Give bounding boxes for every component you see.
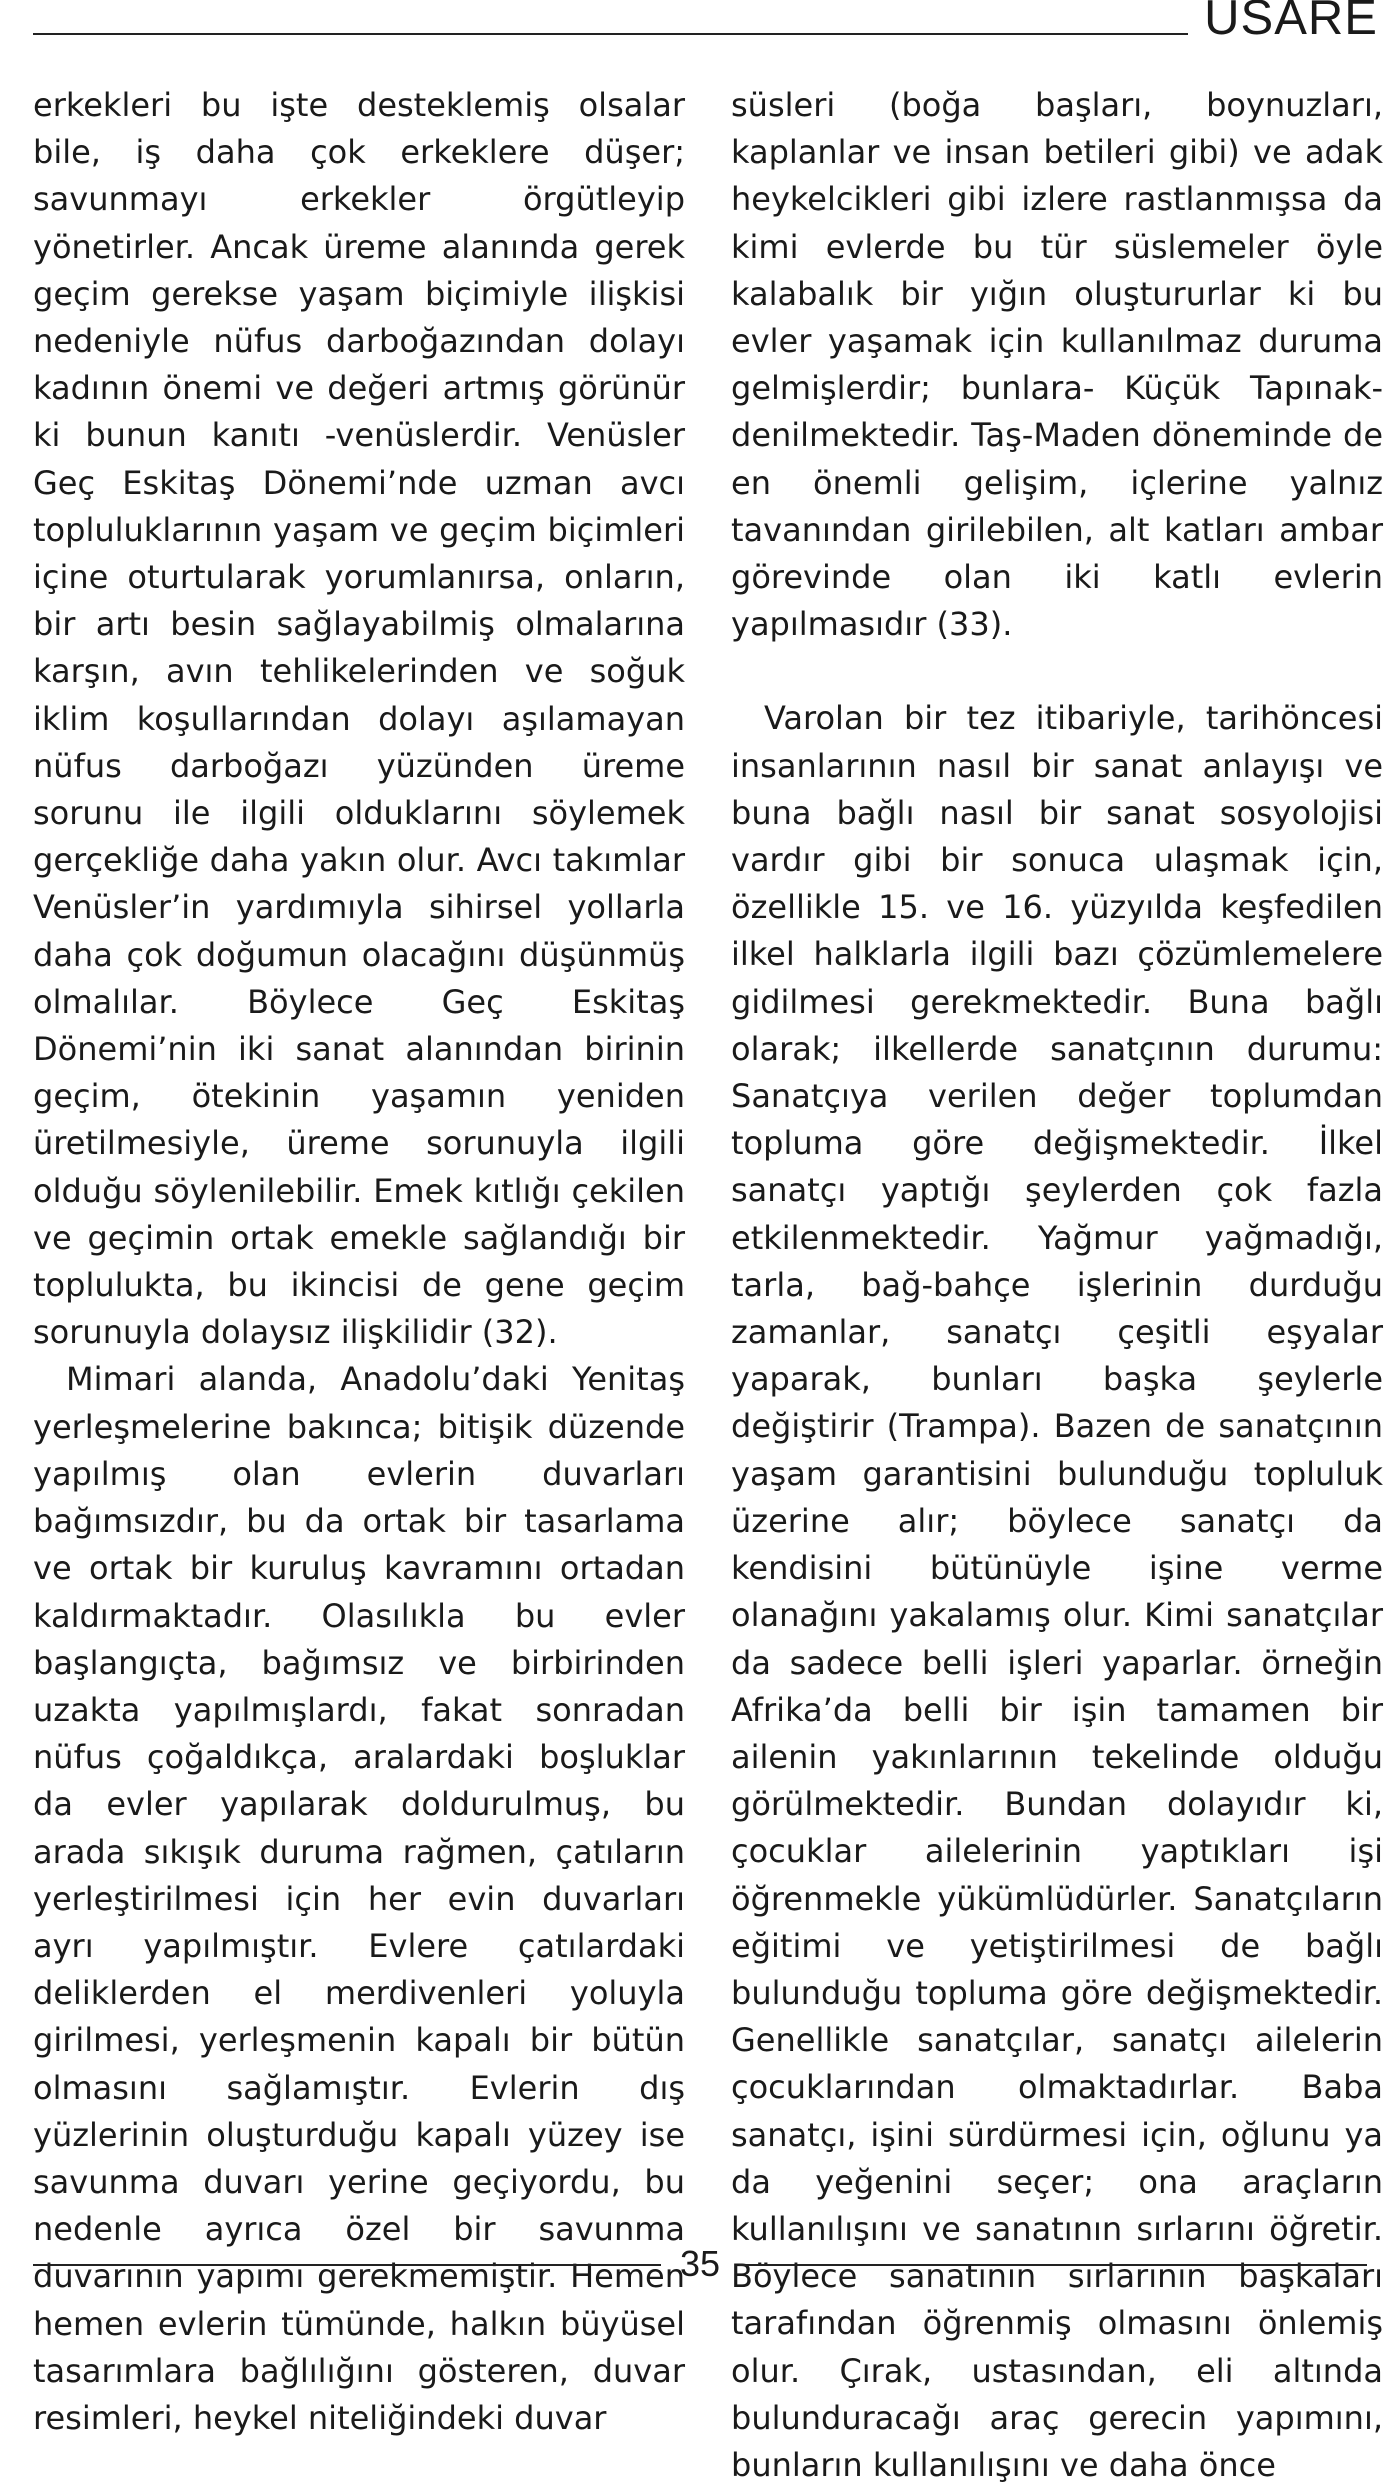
left-paragraph-2: Mimari alanda, Anadolu’daki Yenitaş yerleşmelerine bakınca; bitişik düzende yapılmış olan evlerin duvarları bağımsızdır, bu da ortak bir tasarlama ve ortak bir kuruluş kavramını ortadan kaldırmaktadır. Olasılıkla bu evler başlangıçta, bağımsız ve birbirinden uzakta yapılmışlardı, fakat sonradan nüfus çoğaldıkça, aralardaki boşluklar da evler yapılarak doldurulmuş, bu arada sıkışık duruma rağmen, çatıların yerleştirilmesi için her evin duvarları ayrı yapılmıştır. Evlere çatılardaki deliklerden el merdivenleri yoluyla girilmesi, yerleşmenin kapalı bir bütün olmasını sağlamıştır. Evlerin dış yüzlerinin oluşturduğu kapalı yüzey ise savunma duvarı yerine geçiyordu, bu nedenle ayrıca özel bir savunma duvarının yapımı gerekmemiştir. Hemen hemen evlerin tümünde, halkın büyüsel tasarımlara bağlılığını gösteren, duvar resimleri, heykel niteliğindeki duvar (33, 1360, 685, 2437)
paragraph-gap (731, 648, 1383, 695)
footer-rule-left (33, 2264, 661, 2266)
page-number: 35 (679, 2243, 721, 2284)
left-column (33, 82, 685, 2442)
header-rule (33, 33, 1188, 35)
footer-rule-right (739, 2264, 1367, 2266)
right-paragraph-1: süsleri (boğa başları, boynuzları, kaplanlar ve insan betileri gibi) ve adak heykelcikleri gibi izlere rastlanmışsa da kimi evlerde bu tür süslemeler öyle kalabalık bir yığın oluştururlar ki bu evler yaşamak için kullanılmaz duruma gelmişlerdir; bunlara- Küçük Tapınak- denilmektedir. Taş-Maden döneminde de en önemli gelişim, içlerine yalnız tavanından girilebilen, alt katları ambar görevinde olan iki katlı evlerin yapılmasıdır (33). (731, 86, 1383, 644)
left-paragraph-1: erkekleri bu işte desteklemiş olsalar bile, iş daha çok erkeklere düşer; savunmayı erkekler örgütleyip yönetirler. Ancak üreme alanında gerek geçim gerekse yaşam biçimiyle ilişkisi nedeniyle nüfus darboğazından dolayı kadının önemi ve değeri artmış görünür ki bunun kanıtı -venüslerdir. Venüsler Geç Eskitaş Dönemi’nde uzman avcı topluluklarının yaşam ve geçim biçimleri içine oturtularak yorumlanırsa, onların, bir artı besin sağlayabilmiş olmalarına karşın, avın tehlikelerinden ve soğuk iklim koşullarından dolayı aşılamayan nüfus darboğazı yüzünden üreme sorunu ile ilgili olduklarını söylemek gerçekliğe daha yakın olur. Avcı takımlar Venüsler’in yardımıyla sihirsel yollarla daha çok doğumun olacağını düşünmüş olmalılar. Böylece Geç Eskitaş Dönemi’nin iki sanat alanından birinin geçim, ötekinin yaşamın yeniden üretilmesiyle, üreme sorunuyla ilgili olduğu söylenilebilir. Emek kıtlığı çekilen ve geçimin ortak emekle sağlandığı bir toplulukta, bu ikincisi de gene geçim sorunuyla dolaysız ilişkilidir (32). (33, 86, 685, 1352)
journal-name: USARE (1204, 0, 1378, 45)
right-paragraph-2: Varolan bir tez itibariyle, tarihöncesi insanlarının nasıl bir sanat anlayışı ve buna bağlı nasıl bir sanat sosyolojisi vardır gibi bir sonuca ulaşmak için, özellikle 15. ve 16. yüzyılda keşfedilen ilkel halklarla ilgili bazı çözümlemelere gidilmesi gerekmektedir. Buna bağlı olarak; ilkellerde sanatçının durumu: Sanatçıya verilen değer toplumdan topluma göre değişmektedir. İlkel sanatçı yaptığı şeylerden çok fazla etkilenmektedir. Yağmur yağmadığı, tarla, bağ-bahçe işlerinin durduğu zamanlar, sanatçı çeşitli eşyalar yaparak, bunları başka şeylerle değiştirir (Trampa). Bazen de sanatçının yaşam garantisini bulunduğu topluluk üzerine alır; böylece sanatçı da kendisini bütünüyle işine verme olanağını yakalamış olur. Kimi sanatçılar da sadece belli işleri yaparlar. örneğin Afrika’da belli bir işin tamamen bir ailenin yakınlarının tekelinde olduğu görülmektedir. Bundan dolayıdır ki, çocuklar ailelerinin yaptıkları işi öğrenmekle yükümlüdürler. Sanatçıların eğitimi ve yetiştirilmesi de bağlı bulunduğu topluma göre değişmektedir. Genellikle sanatçılar, sanatçı ailelerin çocuklarından olmaktadırlar. Baba sanatçı, işini sürdürmesi için, oğlunu ya da yeğenini seçer; ona araçların kullanılışını ve sanatının sırlarını öğretir. Böylece sanatının sırlarının başkaları tarafından öğrenmiş olmasını önlemiş olur. Çırak, ustasından, eli altında bulunduracağı araç gerecin yapımını, bunların kullanılışını ve daha önce (731, 699, 1383, 2484)
right-column (731, 82, 1383, 2489)
